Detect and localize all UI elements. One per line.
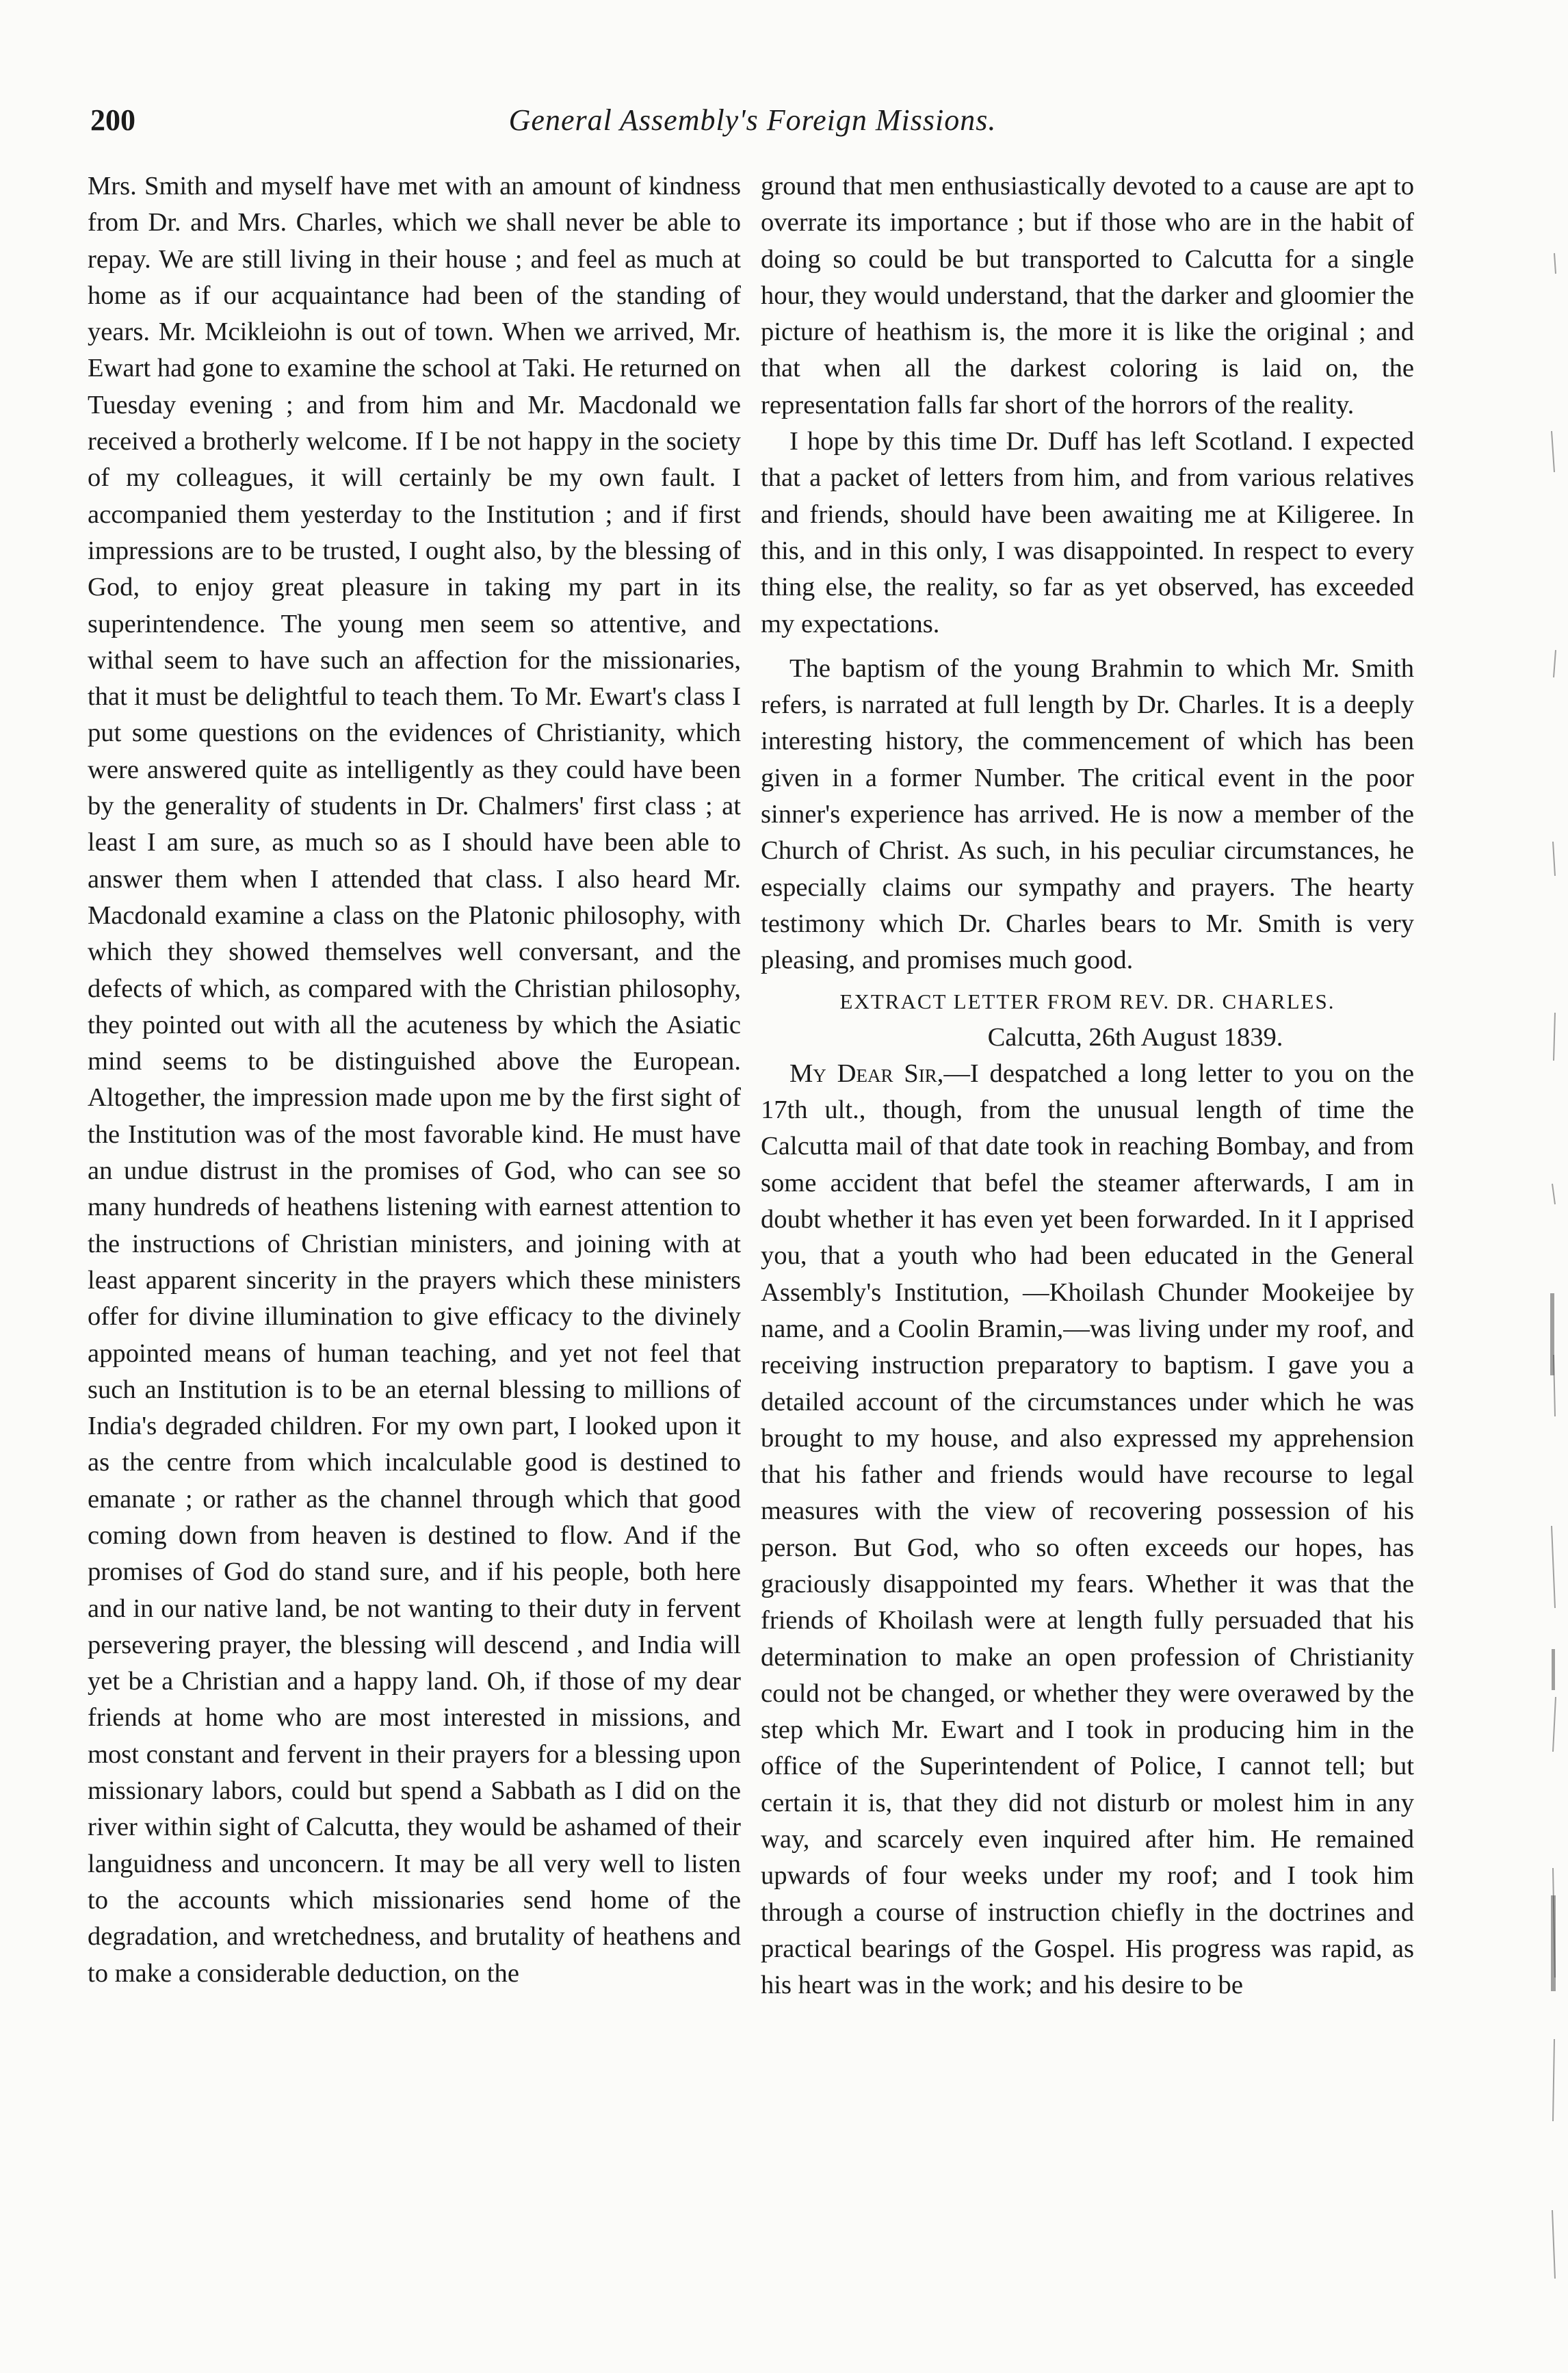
letter-dateline: Calcutta, 26th August 1839. bbox=[987, 1022, 1283, 1052]
extract-heading: EXTRACT LETTER FROM REV. DR. CHARLES. bbox=[839, 989, 1335, 1013]
scan-edge-artifacts bbox=[1545, 226, 1564, 2320]
right-paragraph-3: The baptism of the young Brahmin to which Mr. Smith refers, is narrated at full length by Dr. Charles. It is a deeply interesting history, the commencement of which has been given in a former Number. The critical event in the poor sinner's experience has arrived. He is now a member of the Church of Christ. As such, in his peculiar circumstances, he especially claims our sympathy and prayers. The hearty testimony which Dr. Charles bears to Mr. Smith is very pleasing, and promises much good. bbox=[761, 653, 1414, 975]
page-header bbox=[82, 103, 1423, 151]
letter-body bbox=[761, 1056, 1414, 2004]
right-paragraph-2: I hope by this time Dr. Duff has left Scotland. I expected that a packet of letters from him, and from various relatives and friends, should have been awaiting me at Kiligeree. In this, and in this only, I was disappointed. In respect to every thing else, the reality, so far as yet observed, has exceeded my expectations. bbox=[761, 427, 1414, 638]
right-paragraph-1: ground that men enthusiastically devoted to a cause are apt to overrate its importance ; but if those who are in the habit of doing so could be but transported to Calcutta for a single hour, they would understand, that the darker and gloomier the picture of heathism is, the more it is like the original ; and that when all the darkest coloring is laid on, the representation falls far short of the horrors of the reality. bbox=[761, 172, 1414, 419]
left-paragraph-1: Mrs. Smith and myself have met with an amount of kindness from Dr. and Mrs. Charles, which we shall never be able to repay. We are still living in their house ; and feel as much at home as if our acquaintance had been of the standing of years. Mr. Mcikleiohn is out of town. When we arrived, Mr. Ewart had gone to examine the school at Taki. He returned on Tuesday evening ; and from him and Mr. Macdonald we received a brotherly welcome. If I be not happy in the society of my colleagues, it will certainly be my own fault. I accompanied them yesterday to the Institution ; and if first impressions are to be trusted, I ought also, by the blessing of God, to enjoy great pleasure in taking my part in its superintendence. The young men seem so attentive, and withal seem to have such an affection for the missionaries, that it must be delightful to teach them. To Mr. Ewart's class I put some questions on the evidences of Christianity, which were answered quite as intelligently as they could have been by the generality of students in Dr. Chalmers' first class ; at least I am sure, as much so as I should have been able to answer them when I attended that class. I also heard Mr. Macdonald examine a class on the Platonic philosophy, with which they showed themselves well conversant, and the defects of which, as compared with the Christian philosophy, they pointed out with all the acuteness by which the Asiatic mind seems to be distinguished above the European. Altogether, the impression made upon me by the first sight of the Institution was of the most favorable kind. He must have an undue distrust in the promises of God, who can see so many hundreds of heathens listening with earnest attention to the instructions of Christian ministers, and joining with at least apparent sincerity in the prayers which these ministers offer for divine illumination to give efficacy to the divinely appointed means of human teaching, and yet not feel that such an Institution is to be an eternal blessing to millions of India's degraded children. For my own part, I looked upon it as the centre from which incalculable good is destined to emanate ; or rather as the channel through which that good coming down from heaven is destined to flow. And if the promises of God do stand sure, and if his people, both here and in our native land, be not wanting to their duty in fervent persevering prayer, the blessing will descend , and India will yet be a Christian and a happy land. Oh, if those of my dear friends at home who are most interested in missions, and most constant and fervent in their prayers for a blessing upon missionary labors, could but spend a Sabbath as I did on the river within sight of Calcutta, they would be ashamed of their languidness and unconcern. It may be all very well to listen to the accounts which missionaries send home of the degradation, and wretchedness, and brutality of heathens and to make a considerable deduction, on the bbox=[88, 172, 741, 1988]
letter-text: —I despatched a long letter to you on the 17th ult., though, from the unusual length of time the Calcutta mail of that date took in reaching Bombay, and from some accident that befel the steamer afterwards, I am in doubt whether it has even yet been forwarded. In it I apprised you, that a youth who had been educated in the General Assembly's Institution, —Khoilash Chunder Mookeijee by name, and a Coolin Bramin,—was living under my roof, and receiving instruction preparatory to baptism. I gave you a detailed account of the circumstances under which he was brought to my house, and also expressed my apprehension that his father and friends would have recourse to legal measures with the view of recovering possession of his person. But God, who so often exceeds our hopes, has graciously disappointed my fears. Whether it was that the friends of Khoilash were at length fully persuaded that his determination to make an open profession of Christianity could not be changed, or whether they were overawed by the step which Mr. Ewart and I took in producing him in the office of the Superintendent of Police, I cannot tell; but certain it is, that they did not disturb or molest him in any way, and scarcely even inquired after him. He remained upwards of four weeks under my roof; and I took him through a course of instruction chiefly in the doctrines and practical bearings of the Gospel. His progress was rapid, as his heart was in the work; and his desire to be bbox=[761, 1059, 1414, 2000]
running-head: General Assembly's Foreign Missions. bbox=[508, 103, 997, 137]
page-number: 200 bbox=[90, 103, 135, 137]
left-column bbox=[88, 168, 741, 1992]
right-column bbox=[761, 168, 1414, 2004]
letter-salutation: My Dear Sir, bbox=[789, 1059, 944, 1088]
